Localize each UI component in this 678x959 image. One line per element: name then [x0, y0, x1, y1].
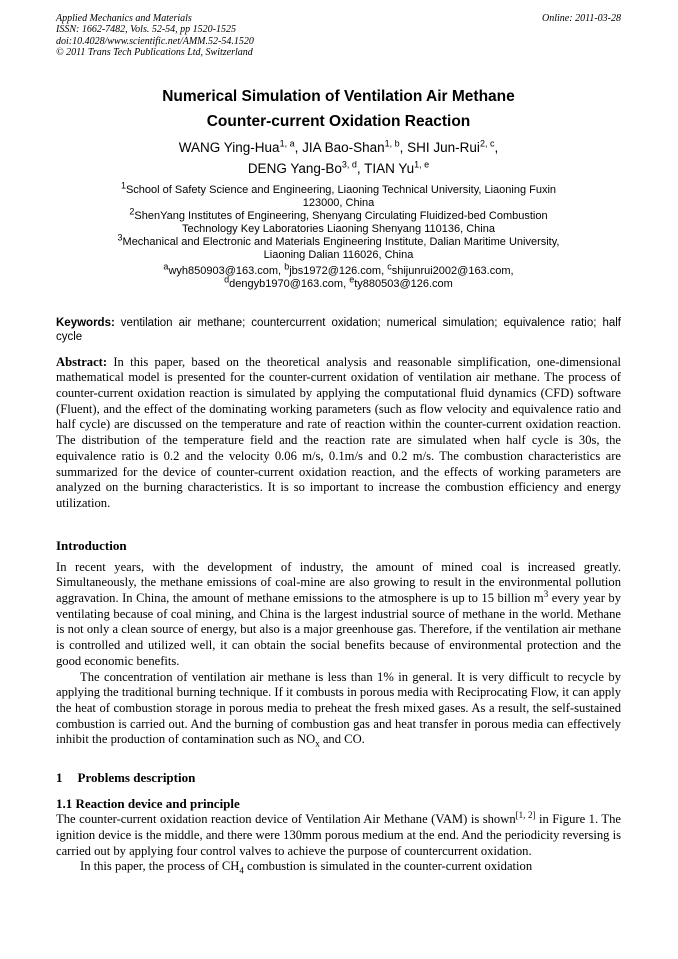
affiliation-number: 1: [120, 179, 126, 190]
journal-issn-line: ISSN: 1662-7482, Vols. 52-54, pp 1520-1525: [56, 24, 236, 36]
section-title: Problems description: [77, 770, 196, 786]
paragraph-text: combustion is simulated in the counter-current oxidation: [243, 859, 533, 874]
introduction-paragraph-2: [56, 670, 621, 749]
journal-doi-line: doi:10.4028/www.scientific.net/AMM.52-54.1520: [56, 35, 254, 47]
author-affiliation-ref: 1, b: [384, 138, 400, 149]
paper-title: [56, 84, 621, 134]
introduction-heading: Introduction: [56, 537, 127, 553]
paragraph-text: The counter-current oxidation reaction device of Ventilation Air Methane (VAM) is shown: [56, 812, 516, 827]
affiliation-3: [56, 231, 621, 262]
author-name: , JIA Bao-Shan: [294, 139, 385, 155]
keywords-text: ventilation air methane; countercurrent oxidation; numerical simulation; equivalence ratio; half cycle: [56, 316, 621, 343]
paragraph-text: In recent years, with the development of industry, the amount of mined coal is increased greatly. Simultaneously, the methane emissions of coal-mine are also growing to result in the environmental pollution aggravation. In China, the amount of methane emissions to the atmosphere is up to 15 billion m: [56, 559, 621, 606]
paper-title-line-1: Numerical Simulation of Ventilation Air Methane: [162, 87, 515, 105]
abstract-label: Abstract:: [56, 354, 108, 369]
email-address: dengyb1970@163.com,: [229, 278, 350, 291]
journal-name: Applied Mechanics and Materials: [56, 13, 192, 24]
affiliations-block: [56, 179, 621, 262]
author-affiliation-ref: 1, a: [279, 138, 295, 149]
author-name: DENG Yang-Bo: [247, 160, 342, 176]
email-address: ty880503@126.com: [354, 278, 453, 291]
affiliation-line: [56, 231, 621, 249]
emails-line-2: [56, 274, 621, 292]
journal-copyright-line: © 2011 Trans Tech Publications Ltd, Switzerland: [56, 47, 253, 59]
affiliation-1: [56, 179, 621, 210]
paragraph-text: The concentration of ventilation air methane is less than 1% in general. It is very difficult to recycle by applying the traditional burning technique. If it combusts in porous media with Reciprocating Flow, it can apply the heat of combustion storage in porous media to preheat the fresh mixed gases. As a result, the self-sustained combustion is carried out. And the burning of combustion gas and heat transfer in porous media can effectively inhibit the production of contamination such as NO: [56, 669, 621, 747]
author-affiliation-ref: 3, d: [341, 159, 357, 170]
author-name: , SHI Jun-Rui: [399, 139, 480, 155]
section-number: 1: [56, 770, 63, 786]
affiliation-number: 3: [117, 231, 123, 242]
email-address: wyh850903@163.com,: [168, 264, 285, 277]
paper-title-line-2: Counter-current Oxidation Reaction: [206, 112, 471, 130]
affiliation-line: Liaoning Dalian 116026, China: [263, 248, 414, 261]
emails-block: [56, 260, 621, 292]
authors-separator: ,: [494, 139, 499, 155]
section-1-1-paragraph-2: [56, 859, 621, 875]
introduction-paragraph-1: [56, 560, 621, 670]
paragraph-text: and CO.: [319, 732, 365, 747]
citation-ref: [1, 2]: [515, 809, 536, 820]
journal-info-block: [56, 13, 254, 59]
subscript-chem: x: [315, 738, 320, 749]
affiliation-line: 123000, China: [302, 196, 375, 209]
affiliation-number: 2: [129, 205, 135, 216]
affiliation-text: ShenYang Institutes of Engineering, Shenyang Circulating Fluidized-bed Combustion: [134, 209, 548, 222]
email-marker: e: [349, 274, 355, 285]
emails-line-1: [56, 260, 621, 279]
affiliation-line: Technology Key Laboratories Liaoning Shenyang 110136, China: [182, 222, 495, 235]
affiliation-line: [56, 205, 621, 223]
keywords-block: [56, 316, 621, 344]
email-marker: b: [284, 260, 290, 271]
journal-header: [56, 13, 621, 59]
subscript-chem: 4: [239, 865, 244, 876]
abstract-block: [56, 355, 621, 512]
section-1-1-heading: 1.1 Reaction device and principle: [56, 796, 240, 812]
paragraph-text: every year by ventilating because of coal mining, and China is the largest industrial source of methane in the world. Methane is not only a clean source of energy, but also is a major greenhouse gas. Therefore, if the ventilation air methane is controlled and utilized well, it can obtain the social benefits because of environmental protection and the good economic benefits.: [56, 591, 621, 668]
email-address: shijunrui2002@163.com,: [391, 264, 514, 277]
author-affiliation-ref: 2, c: [479, 138, 495, 149]
author-name: , TIAN Yu: [356, 160, 415, 176]
email-marker: a: [163, 260, 169, 271]
abstract-text: In this paper, based on the theoretical analysis and reasonable simplification, one-dimensional mathematical model is presented for the counter-current oxidation of ventilation air methane. The process of counter-current oxidation reaction is simulated by applying the computational fluid dynamics (CFD) software (Fluent), and the effect of the dominating working parameters (such as flow velocity and equivalence ratio and half cycle) are discussed on the temperature and rate of reaction within the counter-current oxidation reaction. The distribution of the temperature field and the reaction rate are simulated when half cycle is 30s, the equivalence ratio is 0.2 and the velocity 0.06 m/s, 0.1m/s and 0.2 m/s. The combustion characteristics are summarized for the device of counter-current oxidation reaction, and the effects of working parameters are analyzed on the burning characteristics. It is so important to increase the combustion efficiency and energy utilization.: [56, 354, 621, 510]
online-date: Online: 2011-03-28: [542, 13, 621, 24]
affiliation-2: [56, 205, 621, 236]
email-marker: d: [224, 274, 230, 285]
email-marker: c: [387, 260, 392, 271]
section-1-1-paragraph-1: [56, 809, 621, 859]
affiliation-line: [56, 179, 621, 197]
author-affiliation-ref: 1, e: [414, 159, 430, 170]
affiliation-text: School of Safety Science and Engineering, Liaoning Technical University, Liaoning Fuxin: [125, 183, 557, 196]
paragraph-text: in Figure 1. The ignition device is the middle, and there were 130mm porous medium at the end. And the periodicity reversing is carried out by applying four control valves to achieve the purpose of countercurrent oxidation.: [56, 812, 621, 858]
keywords-label: Keywords:: [56, 316, 115, 329]
author-name: WANG Ying-Hua: [178, 139, 280, 155]
affiliation-text: Mechanical and Electronic and Materials Engineering Institute, Dalian Maritime University,: [122, 235, 560, 248]
authors-line-1: [56, 137, 621, 158]
superscript-exponent: 3: [543, 588, 549, 599]
section-1-heading: [56, 770, 621, 786]
paragraph-text: In this paper, the process of CH: [80, 859, 240, 874]
authors-line-2: [56, 158, 621, 179]
authors-block: [56, 137, 621, 179]
email-address: jbs1972@126.com,: [289, 264, 388, 277]
